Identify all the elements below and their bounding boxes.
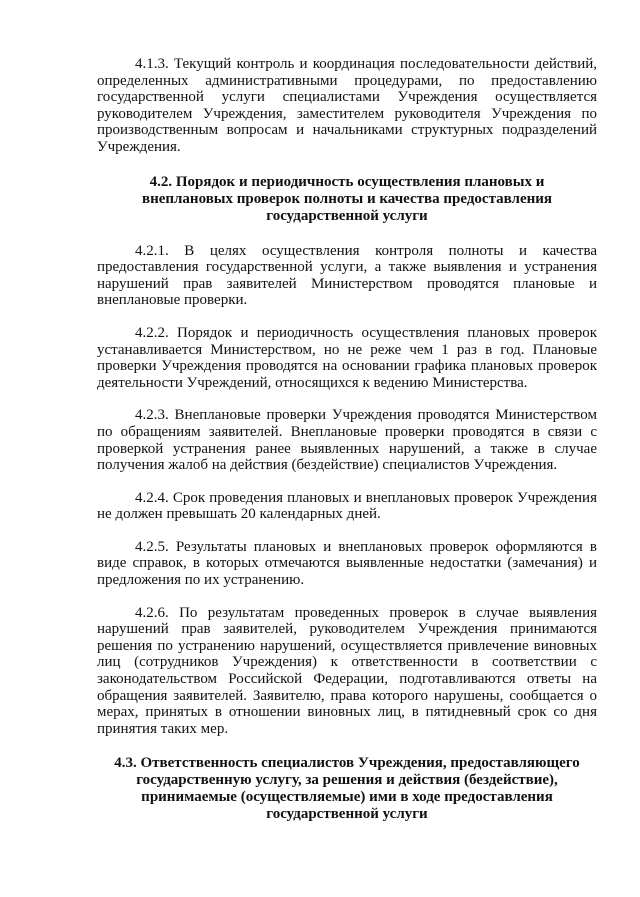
- paragraph-4-2-4: 4.2.4. Срок проведения плановых и внеплановых проверок Учреждения не должен превышать 20 календарных дней.: [97, 489, 597, 523]
- paragraph-4-2-3: 4.2.3. Внеплановые проверки Учреждения проводятся Министерством по обращениям заявителей. Внеплановые проверки проводятся в связи с проверкой устранения ранее выявленных нарушений, а также в случае получения жалоб на действия (бездействие) специалистов Учреждения.: [97, 407, 597, 474]
- document-page: [97, 56, 597, 823]
- paragraph-4-1-3: 4.1.3. Текущий контроль и координация последовательности действий, определенных административными процедурами, по предоставлению государственной услуги специалистами Учреждения осуществляется руководителем Учреждения, заместителем руководителя Учреждения по производственным вопросам и начальниками структурных подразделений Учреждения.: [97, 56, 597, 155]
- paragraph-4-2-5: 4.2.5. Результаты плановых и внеплановых проверок оформляются в виде справок, в которых отмечаются выявленные недостатки (замечания) и предложения по их устранению.: [97, 538, 597, 589]
- paragraph-4-2-2: 4.2.2. Порядок и периодичность осуществления плановых проверок устанавливается Министерством, но не реже чем 1 раз в год. Плановые проверки Учреждения проводятся на основании графика плановых проверок деятельности Учреждений, относящихся к ведению Министерства.: [97, 324, 597, 391]
- heading-4-3: 4.3. Ответственность специалистов Учреждения, предоставляющего государственную услугу, за решения и действия (бездействие), принимаемые (осуществляемые) ими в ходе предоставления государственной услуги: [114, 755, 580, 823]
- paragraph-4-2-1: 4.2.1. В целях осуществления контроля полноты и качества предоставления государственной услуги, а также выявления и устранения нарушений прав заявителей Министерством проводятся плановые и внеплановые проверки.: [97, 242, 597, 309]
- paragraph-4-2-6: 4.2.6. По результатам проведенных проверок в случае выявления нарушений прав заявителей, руководителем Учреждения принимаются решения по устранению нарушений, осуществляется привлечение виновных лиц (сотрудников Учреждения) к ответственности в соответствии с законодательством Российской Федерации, подготавливаются ответы на обращения заявителей. Заявителю, права которого нарушены, сообщается о мерах, принятых в отношении виновных лиц, в пятидневный срок со дня принятия таких мер.: [97, 604, 597, 737]
- heading-4-2: 4.2. Порядок и периодичность осуществления плановых и внеплановых проверок полноты и качества предоставления государственной услуги: [141, 173, 553, 224]
